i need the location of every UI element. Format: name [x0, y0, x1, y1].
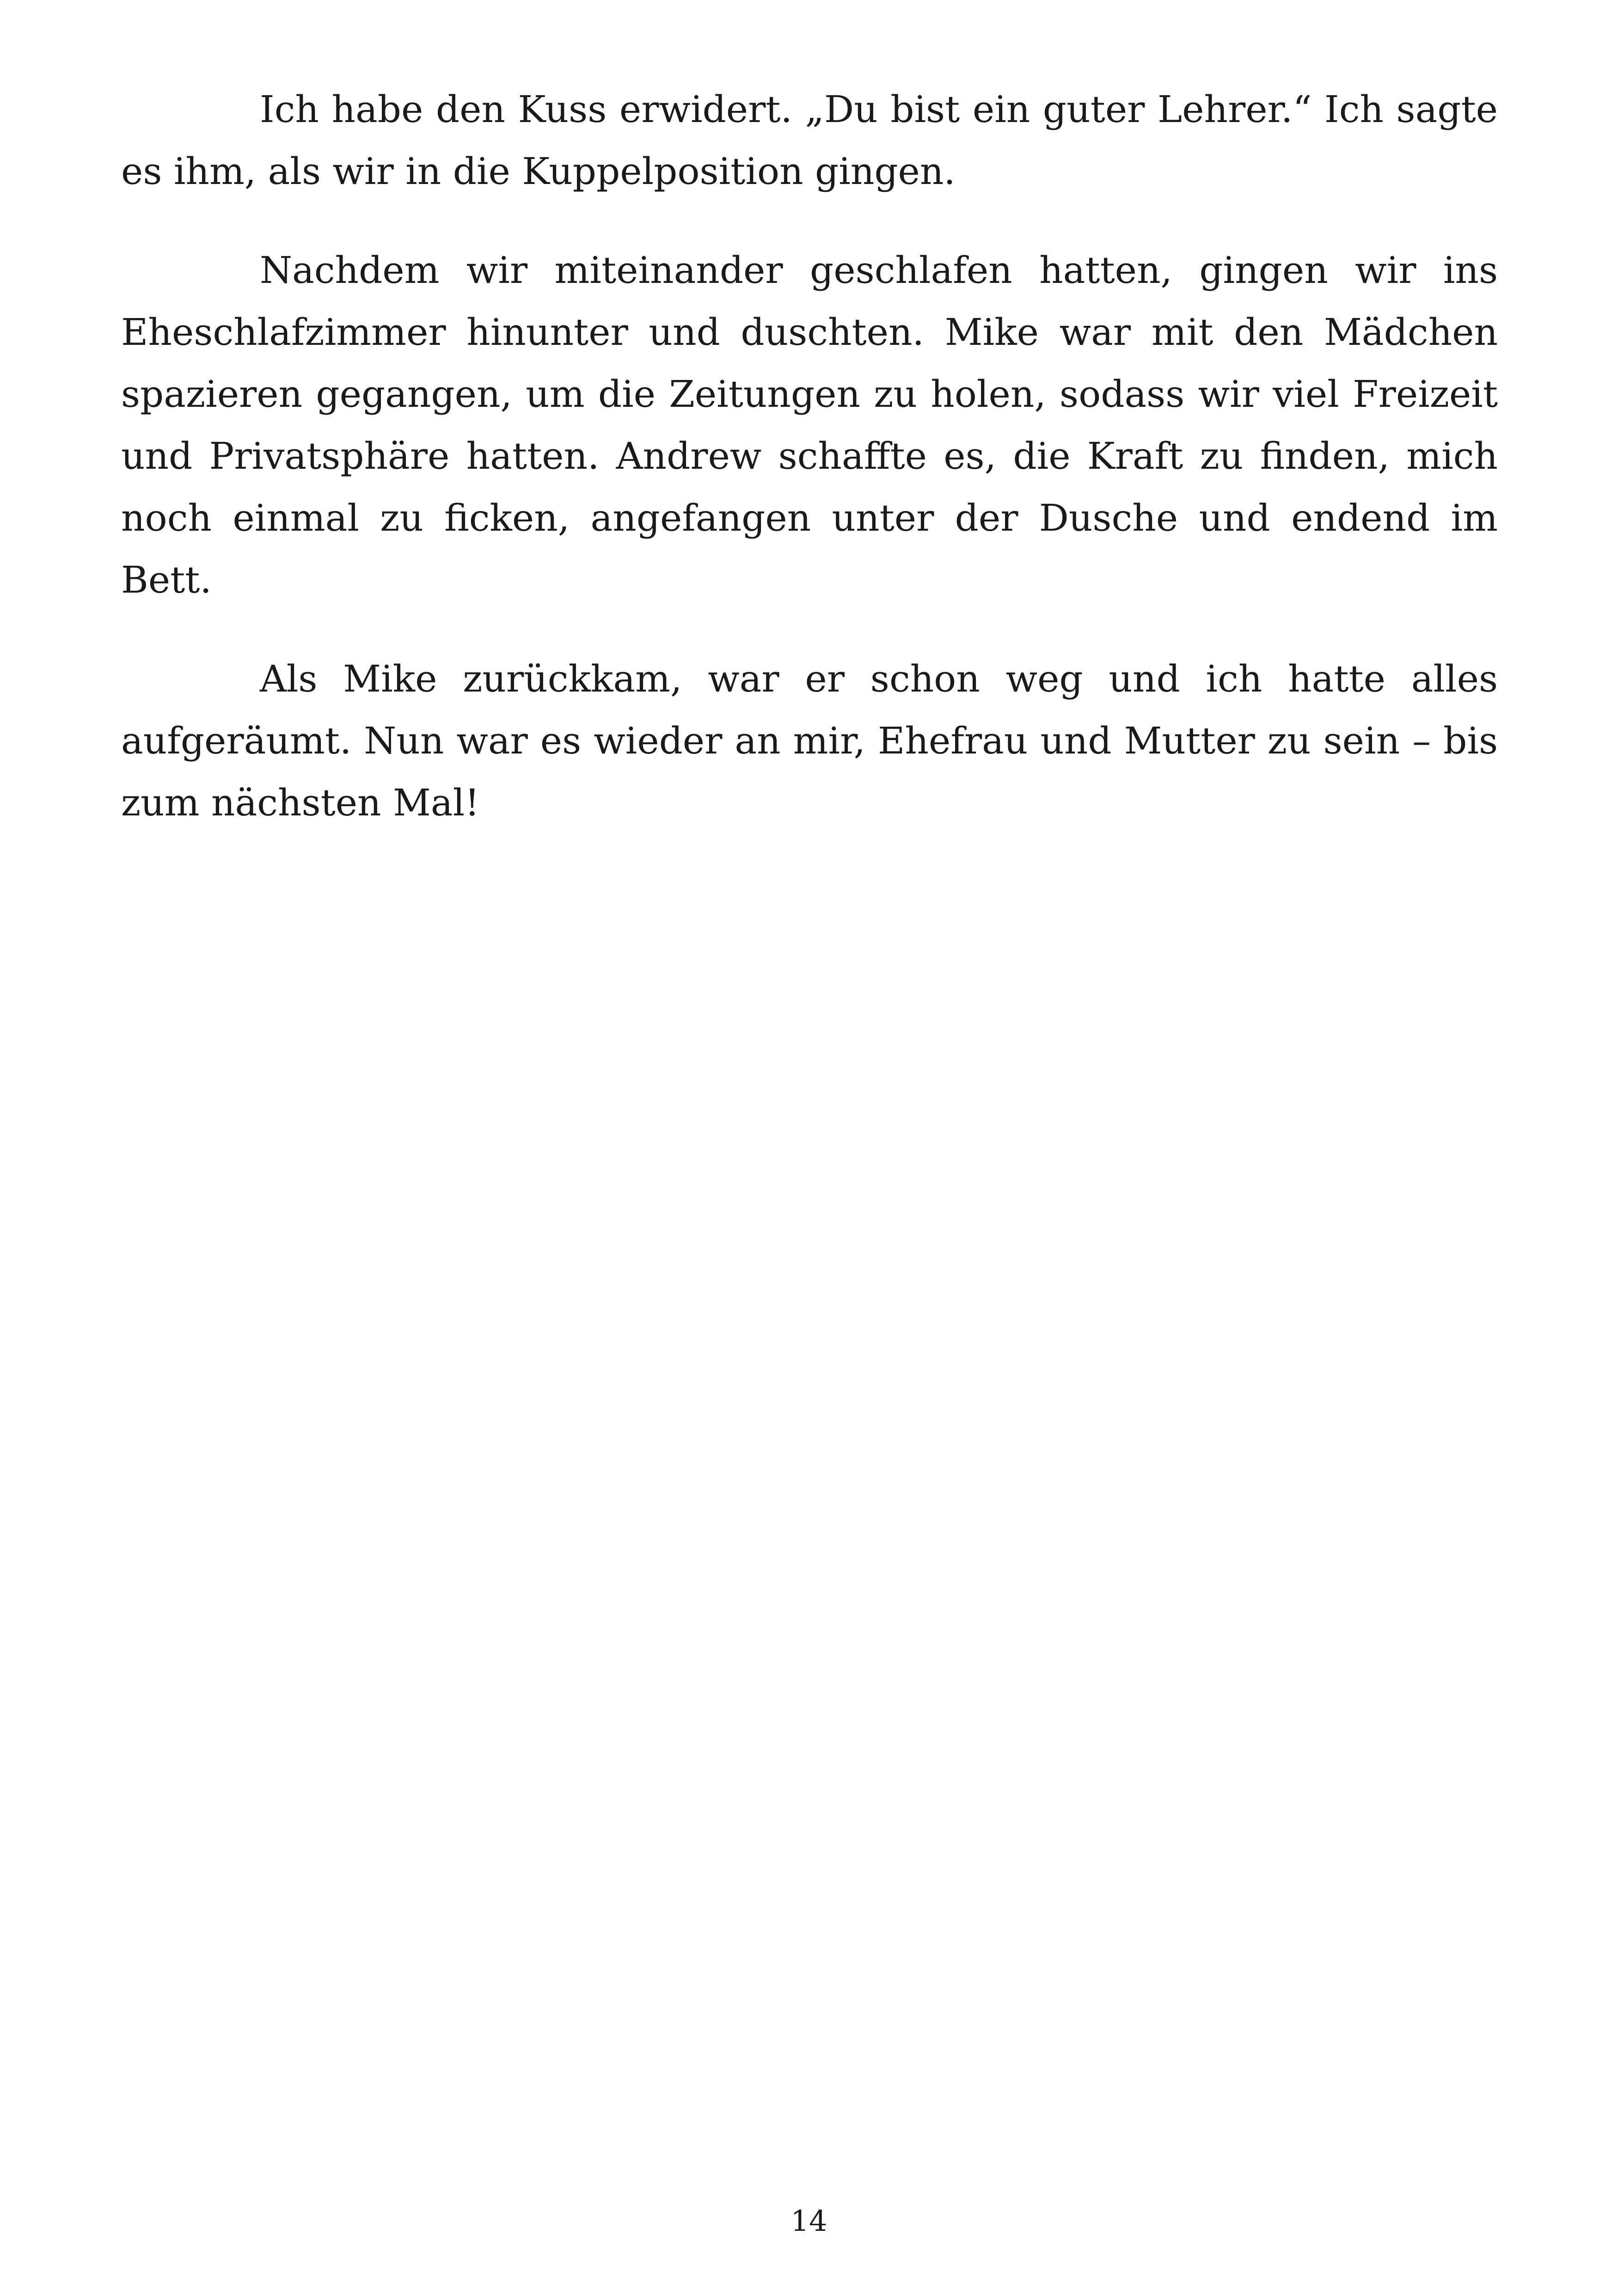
paragraph-1: Ich habe den Kuss erwidert. „Du bist ein guter Lehrer.“ Ich sagte es ihm, als wir in die Kuppelposition gingen.	[121, 88, 1498, 193]
body-text	[121, 79, 1498, 871]
paragraph-3: Als Mike zurückkam, war er schon weg und ich hatte alles aufgeräumt. Nun war es wieder an mir, Ehefrau und Mutter zu sein – bis zum nächsten Mal!	[121, 657, 1498, 824]
page-number: 14	[791, 2204, 827, 2238]
paragraph-2: Nachdem wir miteinander geschlafen hatten, gingen wir ins Eheschlafzimmer hinunter und duschten. Mike war mit den Mädchen spazieren gegangen, um die Zeitungen zu holen, sodass wir viel Freizeit und Privatsphäre hatten. Andrew schaffte es, die Kraft zu finden, mich noch einmal zu ficken, angefangen unter der Dusche und endend im Bett.	[121, 249, 1498, 601]
